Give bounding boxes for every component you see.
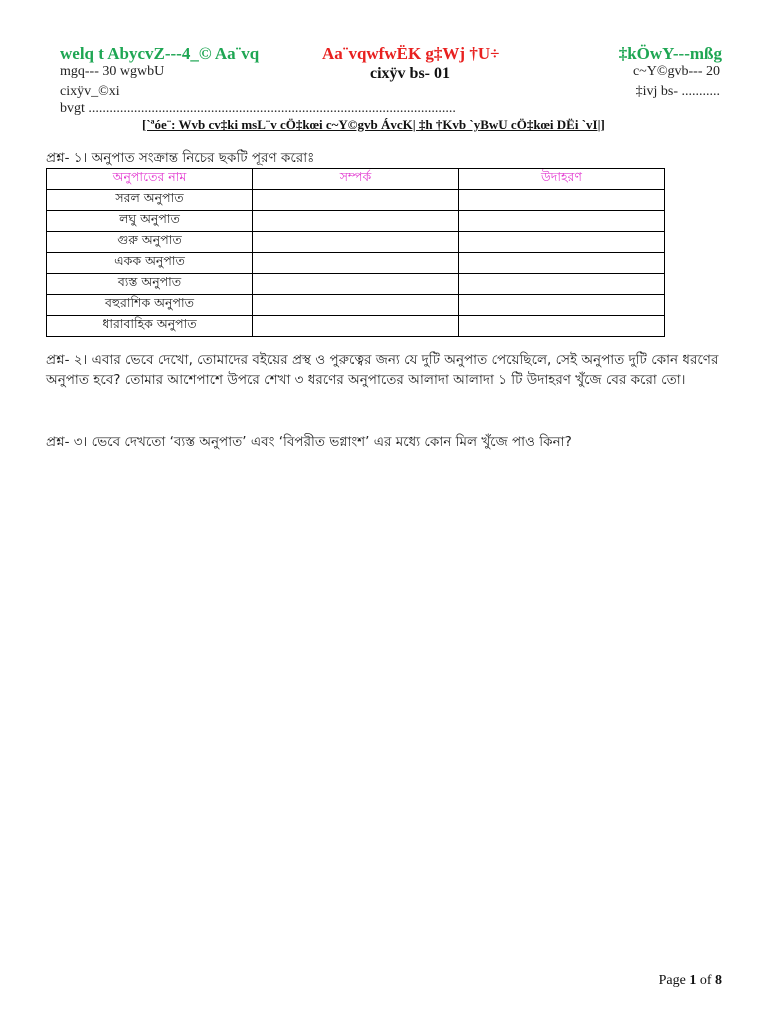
- time-label: mgq--- 30 wgwbU: [60, 64, 165, 79]
- name-field: bvgt .........................................................................................................: [60, 101, 456, 116]
- table-row: [47, 316, 665, 337]
- ratio-name-cell: ব্যস্ত অনুপাত: [47, 274, 253, 295]
- column-header-ratio-name: অনুপাতের নাম: [47, 169, 253, 190]
- question-2-text: প্রশ্ন- ২। এবার ভেবে দেখো, তোমাদের বইয়ের প্রস্থ ও পুরুত্বের জন্য যে দুটি অনুপাত পেয়েছিলে, সেই অনুপাত দুটি কোন ধরণের অনুপাত হবে? তোমার আশেপাশে উপরে শেখা ৩ ধরণের অনুপাতের আলাদা আলাদা ১ টি উদাহরণ খুঁজে বের করো তো।: [46, 352, 719, 388]
- ratio-name-cell: একক অনুপাত: [47, 253, 253, 274]
- total-pages: 8: [715, 973, 722, 988]
- full-marks-label: c~Y©gvb--- 20: [632, 64, 720, 79]
- test-number: cixÿv bs- 01: [370, 65, 450, 82]
- relation-cell: [253, 316, 459, 337]
- question-3-text: প্রশ্ন- ৩। ভেবে দেখতো ‘ব্যস্ত অনুপাত’ এবং ‘বিপরীত ভগ্নাংশ’ এর মধ্যে কোন মিল খুঁজে পাও কিনা?: [46, 434, 572, 450]
- relation-cell: [253, 253, 459, 274]
- ratio-name-cell: ধারাবাহিক অনুপাত: [47, 316, 253, 337]
- table-header-row: [47, 169, 665, 190]
- ratio-name-cell: সরল অনুপাত: [47, 190, 253, 211]
- example-cell: [459, 253, 665, 274]
- column-header-relation: সম্পর্ক: [253, 169, 459, 190]
- table-row: [47, 211, 665, 232]
- example-cell: [459, 232, 665, 253]
- table-row: [47, 274, 665, 295]
- page-word: Page: [658, 973, 686, 988]
- ratio-name-cell: বহুরাশিক অনুপাত: [47, 295, 253, 316]
- test-title: Aa¨vqwfwËK g‡Wj †U÷: [322, 44, 500, 63]
- ratio-table: [46, 168, 665, 337]
- example-cell: [459, 190, 665, 211]
- instruction-note: [`ªóe¨: Wvb cv‡ki msL¨v cÖ‡kœi c~Y©gvb ÁvcK| ‡h †Kvb `yBwU cÖ‡kœi DËi `vI|]: [142, 117, 605, 132]
- ratio-name-cell: গুরু অনুপাত: [47, 232, 253, 253]
- table-row: [47, 295, 665, 316]
- page-number: 1: [689, 973, 697, 988]
- ratio-name-cell: লঘু অনুপাত: [47, 211, 253, 232]
- example-cell: [459, 211, 665, 232]
- examinee-label: cixÿv_©xi: [60, 84, 120, 99]
- question-1-prompt: প্রশ্ন- ১। অনুপাত সংক্রান্ত নিচের ছকটি পূরণ করোঃ: [46, 150, 315, 166]
- page-indicator: [659, 973, 722, 989]
- table-row: [47, 190, 665, 211]
- table-row: [47, 253, 665, 274]
- example-cell: [459, 274, 665, 295]
- table-row: [47, 232, 665, 253]
- column-header-example: উদাহরণ: [459, 169, 665, 190]
- class-label: ‡kÖwY---mßg: [618, 44, 722, 63]
- example-cell: [459, 295, 665, 316]
- relation-cell: [253, 274, 459, 295]
- chapter-title: welq t AbycvZ---4_© Aa¨vq: [60, 44, 260, 63]
- relation-cell: [253, 211, 459, 232]
- roll-label: ‡ivj bs- ...........: [635, 84, 720, 99]
- relation-cell: [253, 232, 459, 253]
- relation-cell: [253, 190, 459, 211]
- example-cell: [459, 316, 665, 337]
- relation-cell: [253, 295, 459, 316]
- of-word: of: [699, 973, 712, 988]
